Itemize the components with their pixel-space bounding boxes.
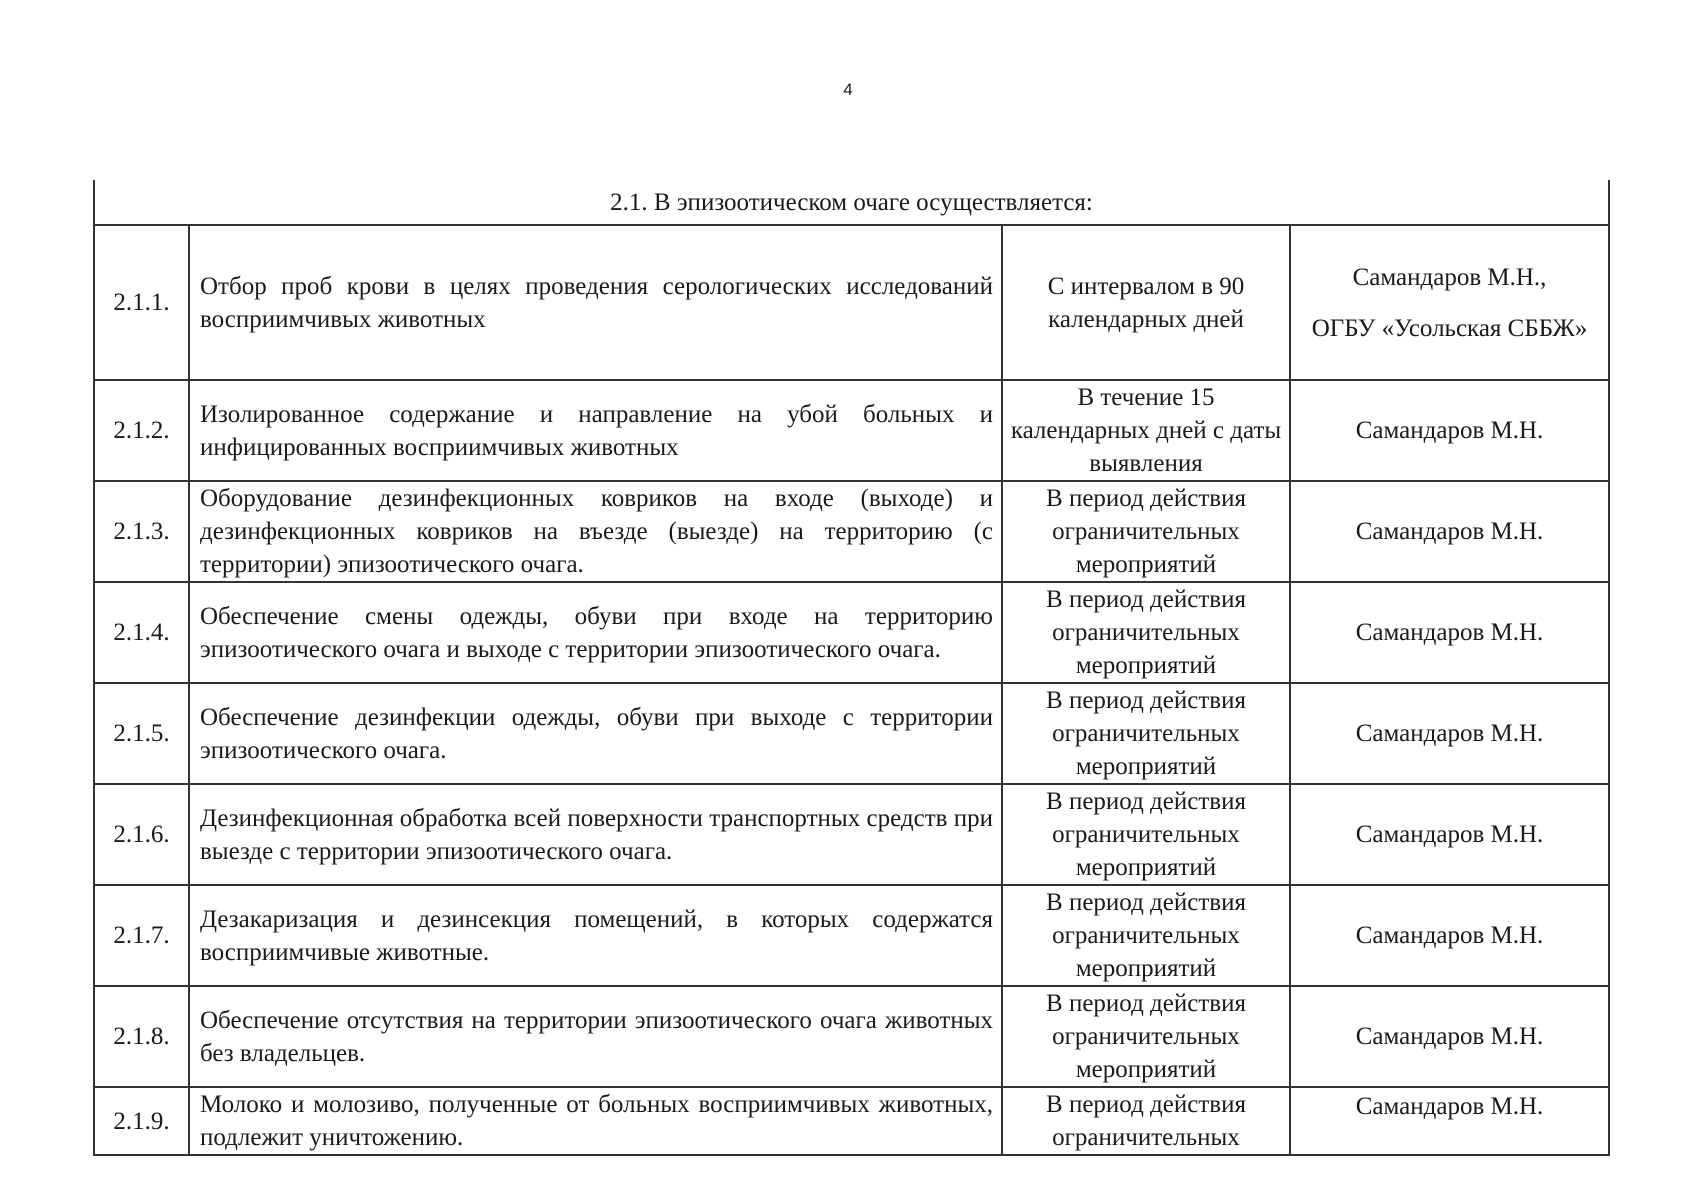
row-number: 2.1.4. — [94, 582, 189, 683]
row-responsible: Самандаров М.Н. — [1290, 986, 1609, 1087]
row-term: В период действия ограничительных мероприятий — [1002, 885, 1290, 986]
table-row — [94, 1087, 1609, 1155]
row-responsible: Самандаров М.Н. — [1290, 380, 1609, 481]
table-row — [94, 582, 1609, 683]
row-term: В период действия ограничительных мероприятий — [1002, 986, 1290, 1087]
table-row — [94, 986, 1609, 1087]
row-description: Обеспечение дезинфекции одежды, обуви при выходе с территории эпизоотического очага. — [189, 683, 1002, 784]
row-responsible: Самандаров М.Н. — [1290, 885, 1609, 986]
row-description: Дезинфекционная обработка всей поверхности транспортных средств при выезде с территории эпизоотического очага. — [189, 784, 1002, 885]
table-row — [94, 784, 1609, 885]
table-row — [94, 885, 1609, 986]
row-number: 2.1.7. — [94, 885, 189, 986]
row-term: С интервалом в 90 календарных дней — [1002, 225, 1290, 380]
row-responsible: Самандаров М.Н. — [1290, 1087, 1609, 1155]
row-responsible: Самандаров М.Н. — [1290, 481, 1609, 582]
row-term: В период действия ограничительных — [1002, 1087, 1290, 1155]
row-number: 2.1.3. — [94, 481, 189, 582]
row-term: В период действия ограничительных мероприятий — [1002, 784, 1290, 885]
table-row — [94, 683, 1609, 784]
row-description: Обеспечение смены одежды, обуви при входе на территорию эпизоотического очага и выходе с территории эпизоотического очага. — [189, 582, 1002, 683]
row-responsible: Самандаров М.Н. — [1290, 784, 1609, 885]
row-responsible: Самандаров М.Н. — [1290, 582, 1609, 683]
measures-table — [93, 180, 1610, 1156]
table-row — [94, 481, 1609, 582]
row-number: 2.1.8. — [94, 986, 189, 1087]
row-number: 2.1.9. — [94, 1087, 189, 1155]
table-row — [94, 380, 1609, 481]
page-number: 4 — [843, 80, 853, 99]
row-description: Дезакаризация и дезинсекция помещений, в которых содержатся восприимчивые животные. — [189, 885, 1002, 986]
section-header-row — [94, 180, 1609, 225]
row-term: В период действия ограничительных мероприятий — [1002, 582, 1290, 683]
row-term: В течение 15 календарных дней с даты выявления — [1002, 380, 1290, 481]
table-row — [94, 225, 1609, 380]
row-number: 2.1.6. — [94, 784, 189, 885]
row-responsible: Самандаров М.Н. — [1290, 683, 1609, 784]
row-description: Отбор проб крови в целях проведения серологических исследований восприимчивых животных — [189, 225, 1002, 380]
row-number: 2.1.5. — [94, 683, 189, 784]
row-number: 2.1.2. — [94, 380, 189, 481]
measures-table-container — [93, 180, 1608, 1156]
row-description: Обеспечение отсутствия на территории эпизоотического очага животных без владельцев. — [189, 986, 1002, 1087]
row-description: Молоко и молозиво, полученные от больных восприимчивых животных, подлежит уничтожению. — [189, 1087, 1002, 1155]
responsible-person: Самандаров М.Н., — [1352, 263, 1547, 291]
section-title: 2.1. В эпизоотическом очаге осуществляется: — [94, 180, 1609, 225]
row-description: Изолированное содержание и направление на убой больных и инфицированных восприимчивых животных — [189, 380, 1002, 481]
responsible-organization: ОГБУ «Усольская СББЖ» — [1311, 314, 1588, 342]
row-number: 2.1.1. — [94, 225, 189, 380]
row-term: В период действия ограничительных мероприятий — [1002, 481, 1290, 582]
row-term: В период действия ограничительных мероприятий — [1002, 683, 1290, 784]
row-responsible — [1290, 225, 1609, 380]
row-description: Оборудование дезинфекционных ковриков на входе (выходе) и дезинфекционных ковриков на въезде (выезде) на территорию (с территории) эпизоотического очага. — [189, 481, 1002, 582]
